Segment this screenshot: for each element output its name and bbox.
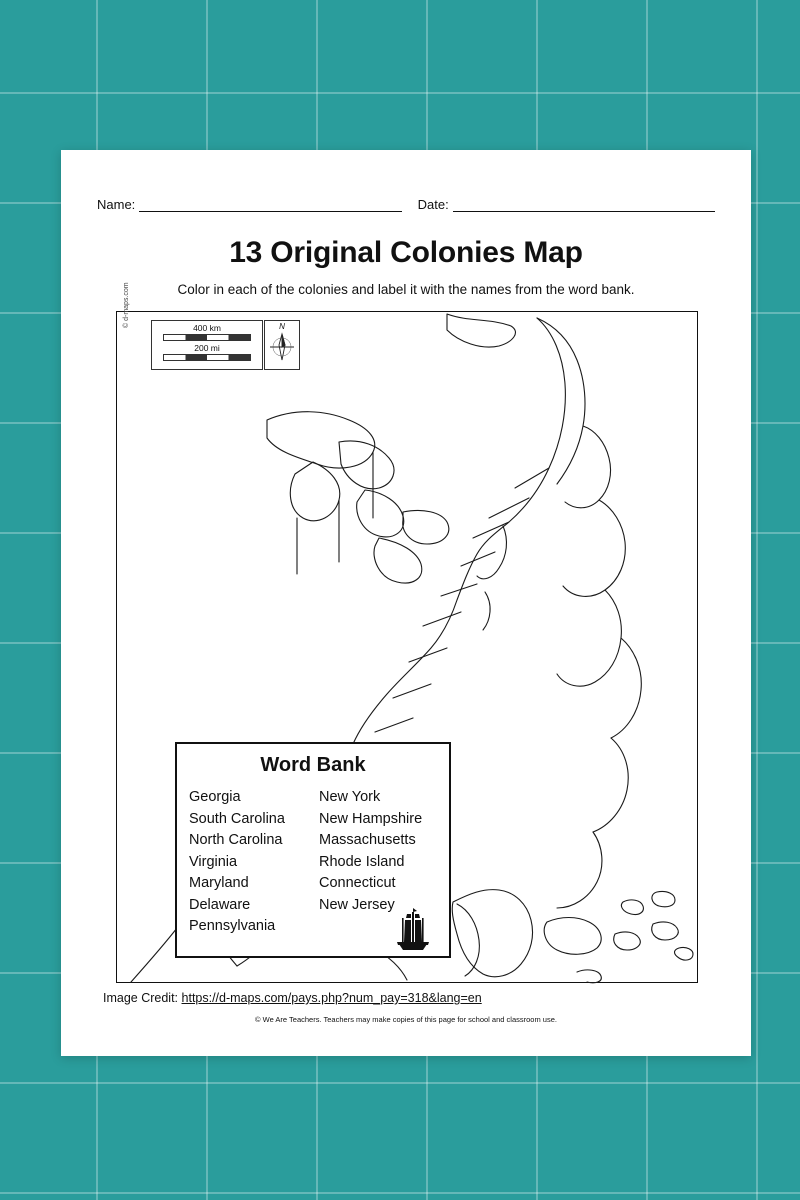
compass-north-label: N — [279, 322, 285, 331]
map-source-credit: © d-maps.com — [123, 282, 130, 328]
sailing-ship-icon — [387, 904, 439, 952]
scale-km-label: 400 km — [193, 323, 221, 333]
map-compass-box — [264, 320, 300, 370]
image-credit — [103, 991, 715, 1005]
name-label: Name: — [97, 197, 136, 212]
list-item: New York — [319, 789, 381, 805]
list-item: New Hampshire — [319, 810, 423, 827]
word-bank-column-left — [189, 787, 319, 938]
worksheet-page — [61, 150, 751, 1056]
list-item: Rhode Island — [319, 853, 405, 870]
worksheet-content — [97, 192, 715, 1024]
date-label: Date: — [417, 197, 449, 212]
scale-mi-label: 200 mi — [194, 343, 220, 353]
list-item: New Jersey — [319, 896, 395, 913]
page-title: 13 Original Colonies Map — [229, 236, 583, 269]
list-item: Virginia — [189, 853, 238, 870]
scale-bar-mi — [163, 354, 251, 361]
image-credit-label: Image Credit: — [103, 991, 179, 1005]
name-date-row — [97, 192, 715, 212]
scale-bar-km — [163, 334, 251, 341]
page-subtitle: Color in each of the colonies and label it with the names from the word bank. — [177, 282, 635, 297]
compass-rose-icon — [267, 331, 297, 363]
date-input-line[interactable] — [453, 198, 715, 212]
image-credit-link[interactable]: https://d-maps.com/pays.php?num_pay=318&lang=en — [181, 991, 482, 1005]
list-item: North Carolina — [189, 832, 283, 848]
list-item: Georgia — [189, 789, 241, 805]
list-item: Pennsylvania — [189, 918, 276, 934]
map-scale-box — [151, 320, 263, 370]
list-item: Massachusetts — [319, 832, 416, 848]
list-item: Delaware — [189, 896, 251, 913]
word-bank-title: Word Bank — [260, 754, 366, 776]
word-bank-panel — [175, 742, 451, 958]
name-input-line[interactable] — [139, 198, 401, 212]
list-item: South Carolina — [189, 810, 285, 827]
list-item: Maryland — [189, 875, 249, 891]
list-item: Connecticut — [319, 875, 396, 891]
copyright-notice: © We Are Teachers. Teachers may make copies of this page for school and classroom use. — [255, 1015, 557, 1024]
